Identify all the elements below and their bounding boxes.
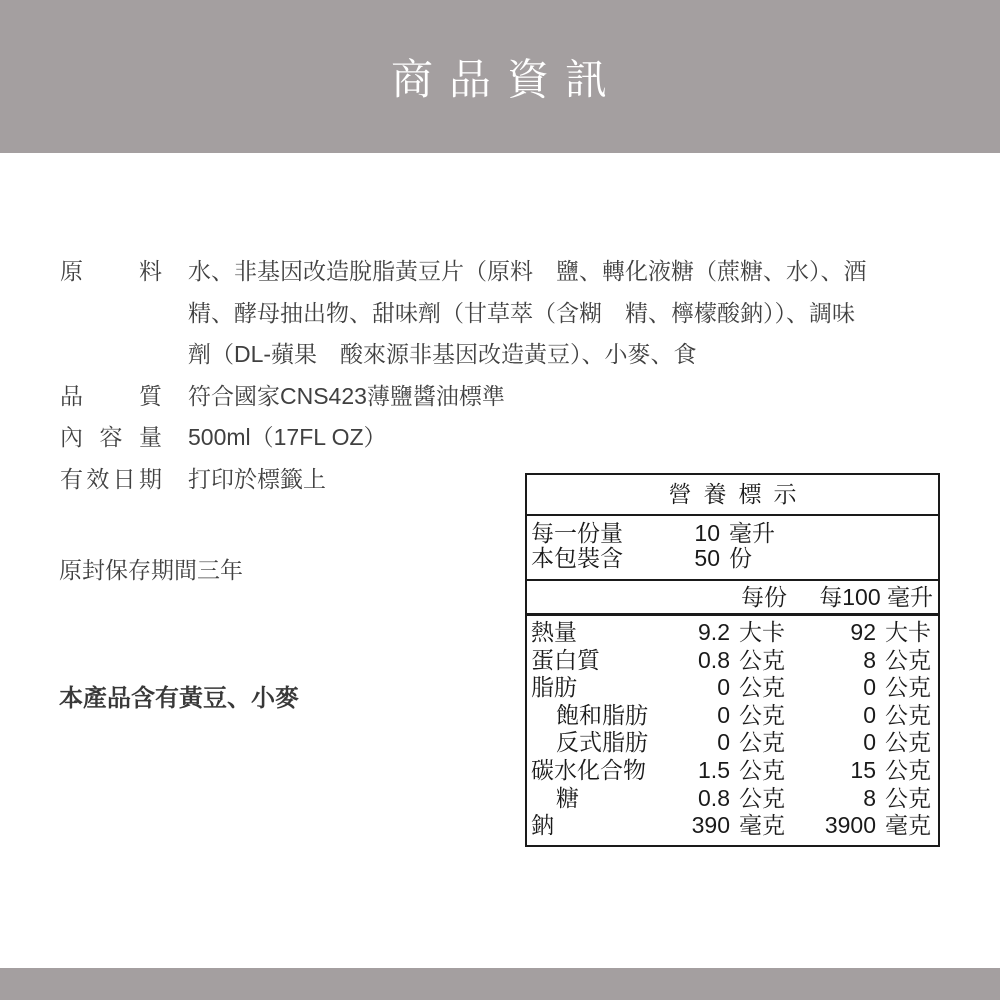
nutrient-per-serving-unit: 毫克: [739, 812, 785, 839]
nutrient-per-serving-value: 390: [691, 812, 730, 839]
nutrient-label: 蛋白質: [531, 646, 600, 673]
nutrient-per-serving-value: 0: [717, 674, 730, 701]
nutrient-row-fat: [527, 674, 938, 702]
nutrient-per-serving-unit: 公克: [739, 784, 785, 811]
nutrient-per-serving-unit: 大卡: [739, 619, 785, 645]
spec-row-ingredients: [60, 251, 867, 376]
header-banner: [0, 0, 1000, 153]
nutrient-per-100ml-value: 8: [863, 784, 876, 811]
ingredients-line-2: 精、酵母抽出物、甜味劑（甘草萃（含糊 精、檸檬酸鈉））、調味: [188, 299, 855, 326]
nutrition-rows: [527, 616, 938, 845]
quality-value: 符合國家CNS423薄鹽醬油標準: [188, 382, 505, 409]
expiry-value: 打印於標籤上: [188, 465, 326, 492]
nutrient-per-100ml-unit: 毫克: [885, 812, 931, 839]
ingredients-line-1: 水、非基因改造脫脂黃豆片（原料 鹽、轉化液糖（蔗糖、水）、酒: [188, 258, 867, 284]
nutrition-column-headers: [527, 581, 938, 616]
expiry-label: 有效日期: [60, 465, 162, 492]
nutrition-serving-info: [527, 516, 938, 581]
nutrient-per-100ml-unit: 公克: [885, 646, 931, 673]
nutrient-per-serving-value: 0.8: [698, 784, 730, 811]
nutrient-row-protein: [527, 647, 938, 675]
nutrient-per-serving-unit: 公克: [739, 729, 785, 756]
ingredients-value: [188, 251, 867, 376]
serving-size-row: [531, 521, 938, 546]
nutrient-row-saturated-fat: [527, 702, 938, 730]
page-title: 商品資訊: [390, 55, 623, 103]
nutrient-row-trans-fat: [527, 729, 938, 757]
spec-row-volume: [60, 417, 867, 459]
nutrient-label: 碳水化合物: [531, 756, 646, 783]
servings-per-pack-row: [531, 546, 938, 571]
nutrient-label: 糖: [556, 784, 579, 811]
nutrition-facts-table: [525, 473, 940, 847]
nutrient-per-serving-value: 9.2: [698, 619, 730, 645]
ingredients-label: 原料: [60, 258, 162, 284]
nutrient-per-serving-unit: 公克: [739, 756, 785, 783]
nutrient-per-100ml-unit: 大卡: [885, 619, 931, 645]
nutrient-per-serving-value: 0.8: [698, 646, 730, 673]
nutrient-row-sugar: [527, 785, 938, 813]
nutrient-per-100ml-value: 8: [863, 646, 876, 673]
nutrient-per-100ml-value: 15: [850, 756, 876, 783]
storage-note: 原封保存期間三年: [59, 557, 243, 583]
nutrient-row-calories: [527, 619, 938, 647]
nutrient-label: 飽和脂肪: [556, 701, 648, 728]
column-header-per-100ml: 每100 毫升: [819, 584, 933, 610]
nutrient-label: 脂肪: [531, 674, 577, 701]
volume-label: 內容量: [60, 424, 162, 450]
product-specs: [60, 251, 867, 500]
spec-row-quality: [60, 376, 867, 418]
quality-label: 品質: [60, 382, 162, 409]
nutrient-per-serving-unit: 公克: [739, 701, 785, 728]
nutrient-per-serving-value: 0: [717, 729, 730, 756]
nutrient-per-100ml-value: 92: [850, 619, 876, 645]
nutrient-per-serving-value: 1.5: [698, 756, 730, 783]
nutrient-row-carbohydrate: [527, 757, 938, 785]
nutrient-label: 鈉: [531, 812, 554, 839]
nutrient-per-100ml-value: 0: [863, 674, 876, 701]
nutrient-per-serving-value: 0: [717, 701, 730, 728]
ingredients-line-3: 劑（DL-蘋果 酸來源非基因改造黃豆）、小麥、食: [188, 341, 697, 367]
nutrient-label: 反式脂肪: [556, 729, 648, 756]
column-header-per-serving: 每份: [741, 584, 787, 610]
nutrient-per-100ml-value: 0: [863, 701, 876, 728]
nutrient-per-100ml-unit: 公克: [885, 701, 931, 728]
nutrient-per-serving-unit: 公克: [739, 646, 785, 673]
servings-per-pack-unit: 份: [729, 545, 752, 571]
servings-per-pack-value: 50: [694, 545, 720, 571]
nutrient-per-100ml-unit: 公克: [885, 756, 931, 783]
nutrient-row-sodium: [527, 812, 938, 840]
footer-banner: [0, 968, 1000, 1000]
nutrient-per-100ml-unit: 公克: [885, 784, 931, 811]
volume-value: 500ml（17FL OZ）: [188, 424, 387, 450]
serving-size-unit: 毫升: [729, 520, 775, 546]
allergen-note: 本產品含有黃豆、小麥: [59, 685, 299, 712]
serving-size-label: 每一份量: [531, 520, 623, 546]
serving-size-value: 10: [694, 520, 720, 546]
nutrient-per-serving-unit: 公克: [739, 674, 785, 701]
nutrient-label: 熱量: [531, 619, 577, 645]
nutrient-per-100ml-unit: 公克: [885, 729, 931, 756]
nutrient-per-100ml-unit: 公克: [885, 674, 931, 701]
nutrition-title: 營養標示: [527, 475, 938, 516]
nutrient-per-100ml-value: 3900: [824, 812, 876, 839]
servings-per-pack-label: 本包裝含: [531, 545, 623, 571]
nutrient-per-100ml-value: 0: [863, 729, 876, 756]
